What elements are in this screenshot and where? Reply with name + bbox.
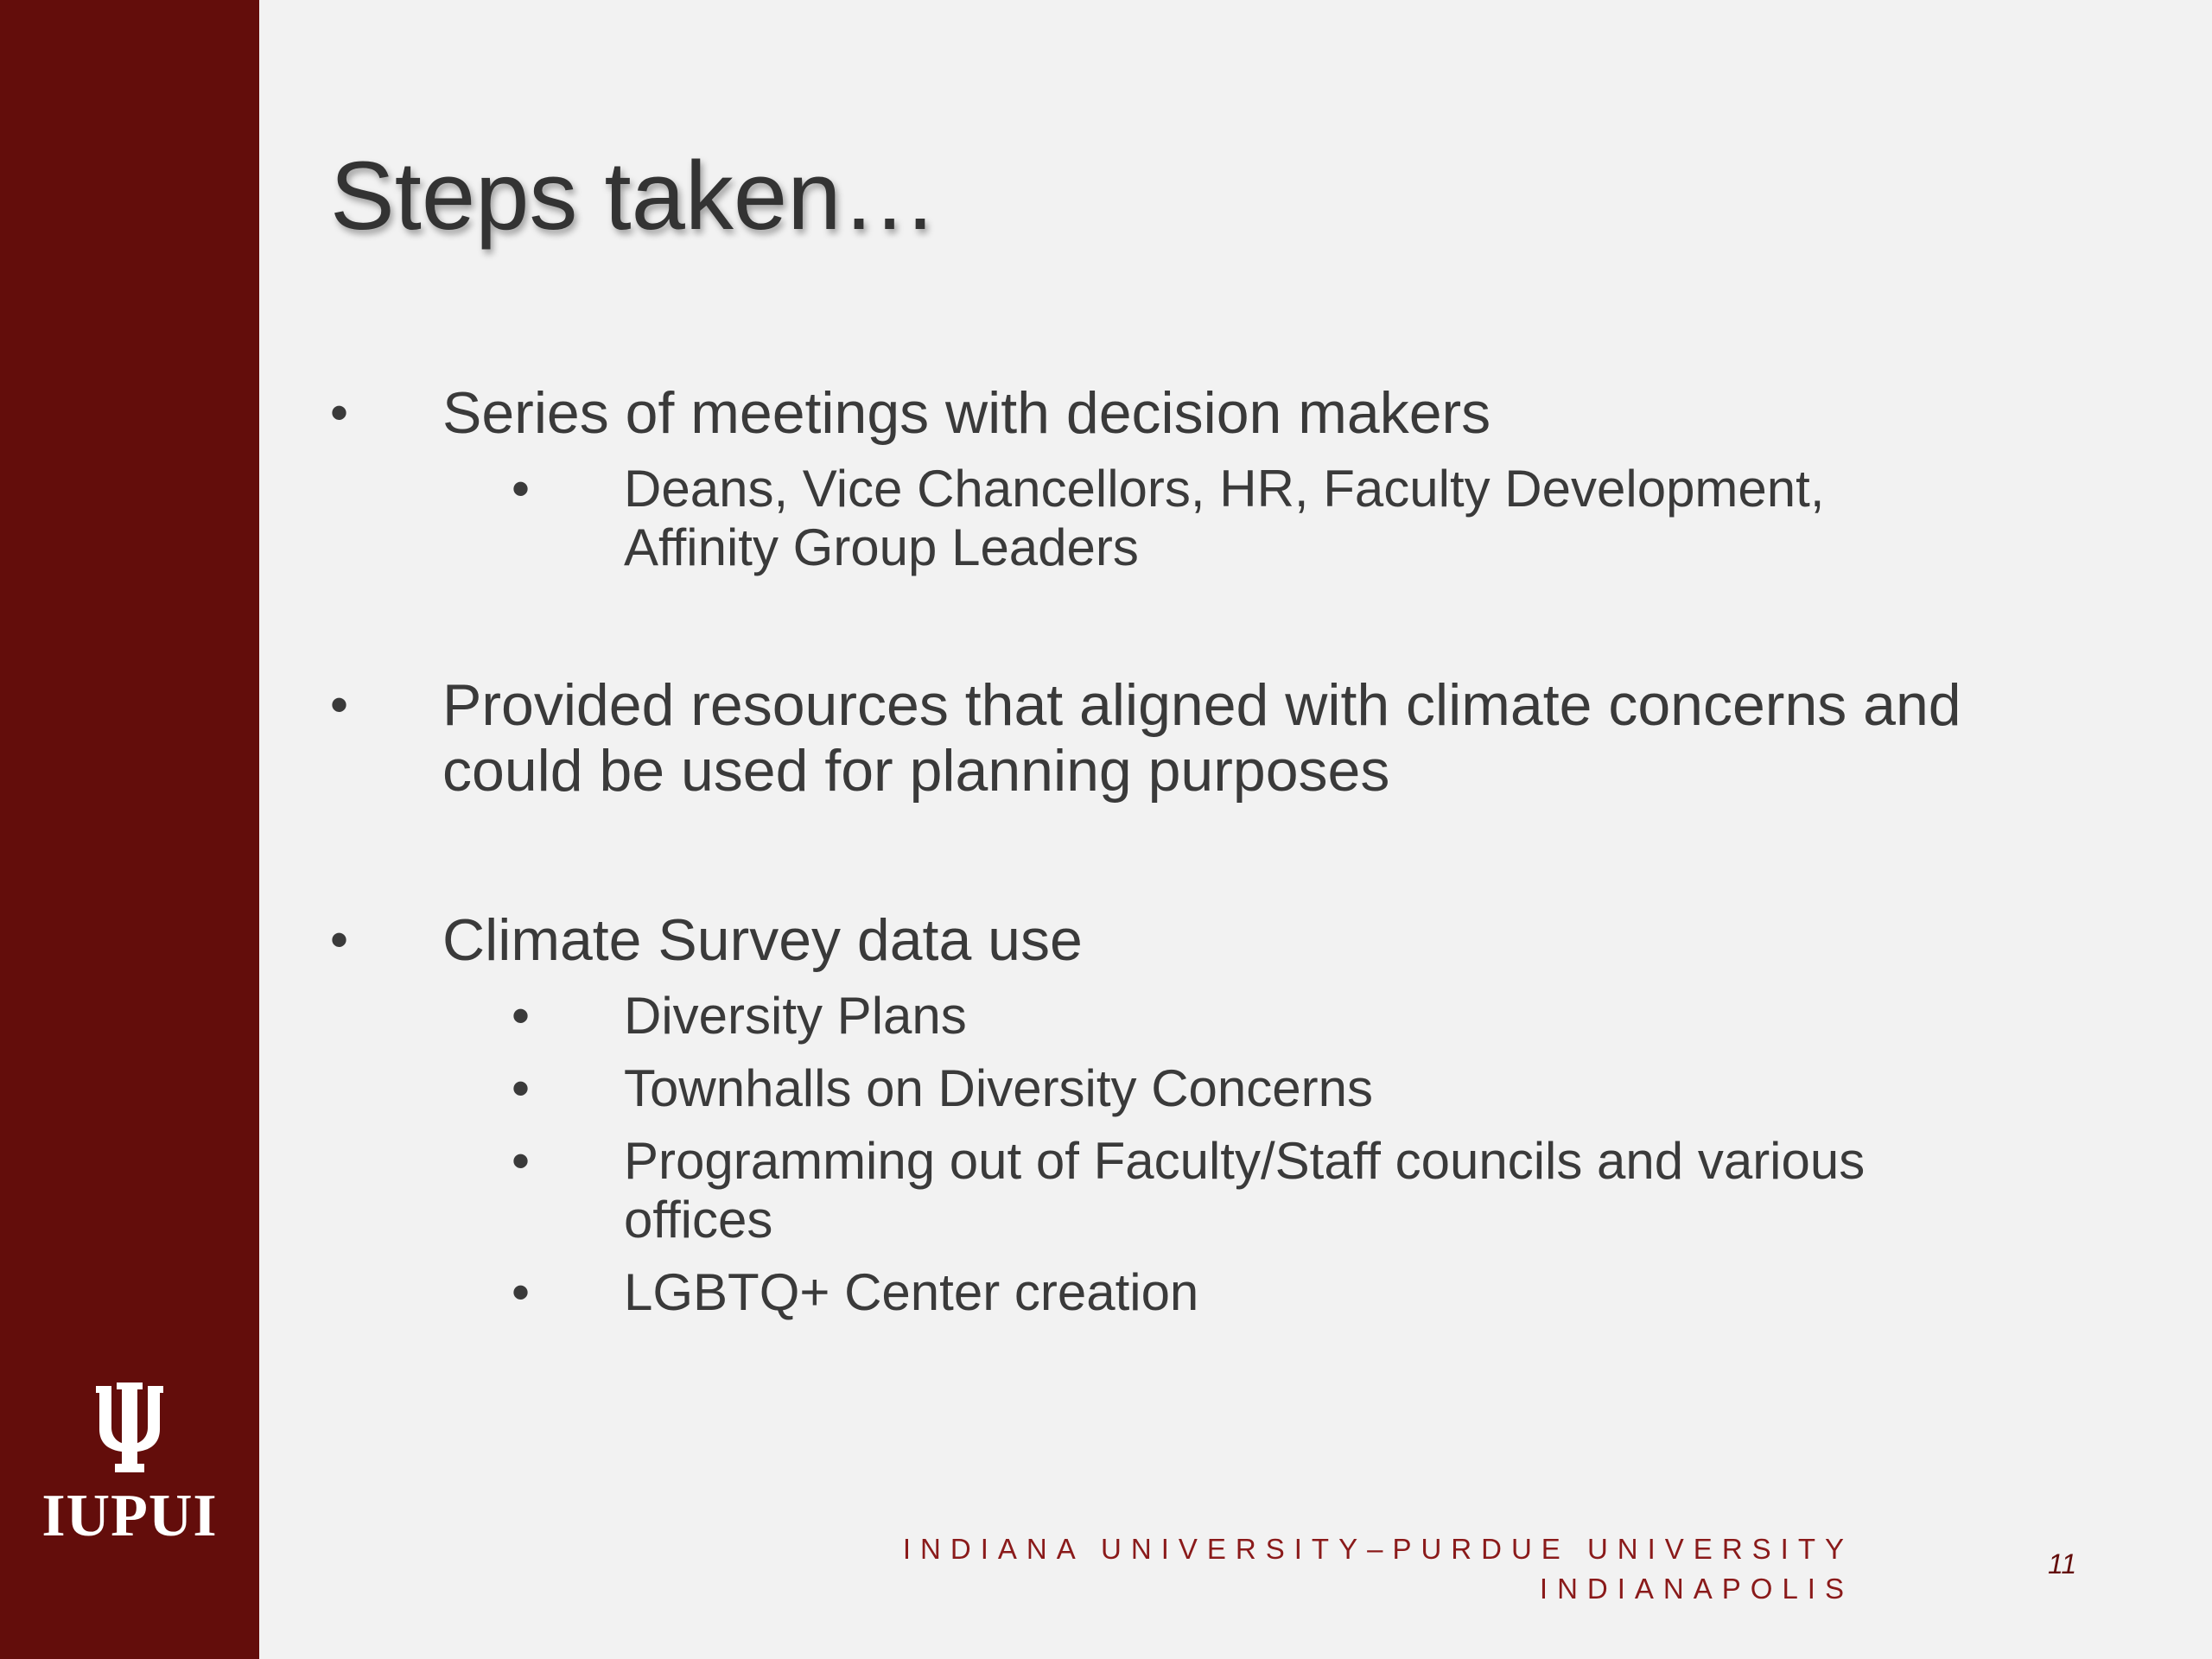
bullet-text: Series of meetings with decision makers [442, 380, 1491, 446]
sub-bullet-text: LGBTQ+ Center creation [624, 1263, 1199, 1321]
bullet-item [330, 380, 2058, 446]
sub-bullet-item [512, 1059, 2058, 1118]
sub-bullet-item [512, 1132, 1972, 1249]
bullet-marker: • [330, 676, 349, 734]
university-footer [903, 1529, 1853, 1609]
bullet-item [330, 907, 2058, 973]
bullet-text: Climate Survey data use [442, 907, 1083, 973]
bullet-marker: • [330, 384, 349, 442]
bullet-marker: • [512, 460, 531, 518]
sub-bullet-text: Programming out of Faculty/Staff councils and various offices [624, 1132, 1866, 1249]
bullet-marker: • [330, 911, 349, 969]
brand-sidebar [0, 0, 259, 1659]
sub-bullet-text: Deans, Vice Chancellors, HR, Faculty Development, Affinity Group Leaders [624, 460, 1825, 576]
footer-line-2: INDIANAPOLIS [1539, 1573, 1853, 1605]
page-number: 11 [2048, 1548, 2077, 1580]
bullet-marker: • [512, 1263, 531, 1321]
iupui-logo [0, 1382, 259, 1555]
bullet-list [330, 380, 2058, 1322]
sub-bullet-item [512, 460, 1877, 577]
sub-bullet-item [512, 1263, 2058, 1322]
sub-bullet-text: Townhalls on Diversity Concerns [624, 1059, 1374, 1117]
footer-line-1: INDIANA UNIVERSITY–PURDUE UNIVERSITY [902, 1533, 1853, 1565]
logo-wordmark: IUPUI [41, 1483, 218, 1549]
bullet-marker: • [512, 1132, 531, 1190]
bullet-marker: • [512, 987, 531, 1045]
bullet-text: Provided resources that aligned with climate concerns and could be used for planning purposes [442, 672, 1961, 804]
bullet-marker: • [512, 1059, 531, 1117]
bullet-item [330, 672, 2084, 804]
slide-title: Steps taken… [330, 142, 938, 250]
sub-bullet-item [512, 987, 2058, 1046]
sub-bullet-text: Diversity Plans [624, 987, 967, 1045]
trident-icon [91, 1382, 168, 1478]
